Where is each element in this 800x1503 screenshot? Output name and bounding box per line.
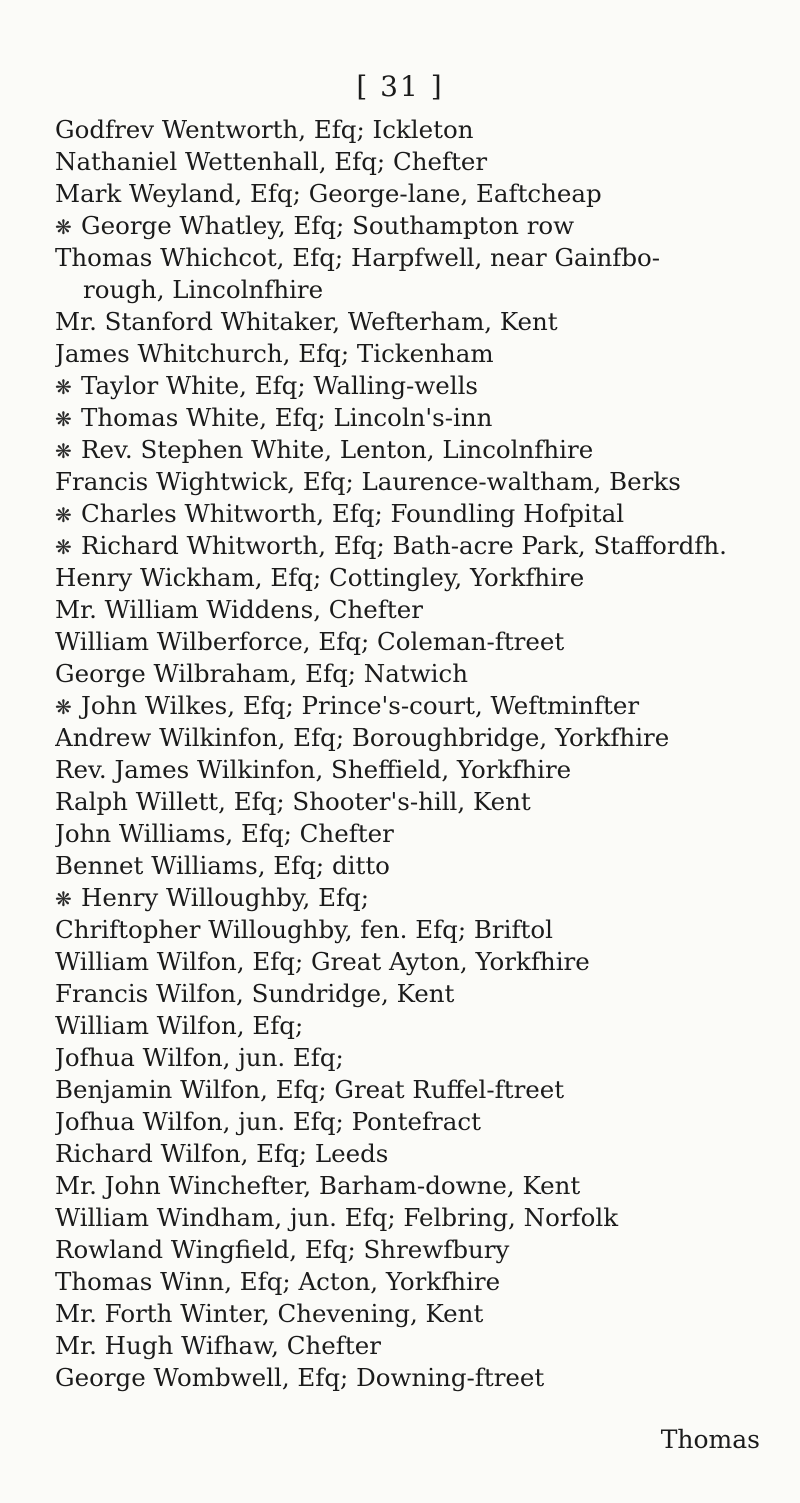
entry-text: Mark Weyland, Efq; George-lane, Eaftcheap [55, 179, 602, 208]
asterism-icon: ❋ [55, 407, 72, 431]
asterism-icon: ❋ [55, 215, 72, 239]
list-item [55, 658, 775, 690]
entry-text: Thomas Winn, Efq; Acton, Yorkfhire [55, 1267, 501, 1296]
entry-text: Thomas White, Efq; Lincoln's-inn [81, 403, 493, 432]
entry-text: George Wombwell, Efq; Downing-ftreet [55, 1363, 545, 1392]
list-item [55, 114, 775, 146]
entry-text: Mr. Hugh Wifhaw, Chefter [55, 1331, 381, 1360]
list-item [55, 498, 775, 530]
asterism-icon: ❋ [55, 887, 72, 911]
asterism-icon: ❋ [55, 375, 72, 399]
asterism-icon: ❋ [55, 695, 72, 719]
list-item [55, 1330, 775, 1362]
entry-text: Francis Wightwick, Efq; Laurence-waltham, Berks [55, 467, 681, 496]
list-item [55, 722, 775, 754]
list-item [55, 1266, 775, 1298]
entry-text: Mr. William Widdens, Chefter [55, 595, 423, 624]
entry-text: Chriftopher Willoughby, fen. Efq; Briftol [55, 915, 553, 944]
entry-text: Benjamin Wilfon, Efq; Great Ruffel-ftreet [55, 1075, 565, 1104]
list-item [55, 1170, 775, 1202]
list-item [55, 306, 775, 338]
subscriber-list [55, 114, 775, 1394]
list-item [55, 818, 775, 850]
list-item [55, 786, 775, 818]
list-item [55, 1138, 775, 1170]
entry-text: Bennet Williams, Efq; ditto [55, 851, 390, 880]
entry-text: Jofhua Wilfon, jun. Efq; [55, 1043, 344, 1072]
list-item [55, 1298, 775, 1330]
list-item [55, 1362, 775, 1394]
entry-text: George Wilbraham, Efq; Natwich [55, 659, 468, 688]
list-item [55, 146, 775, 178]
asterism-icon: ❋ [55, 535, 72, 559]
list-item [55, 594, 775, 626]
list-item [55, 946, 775, 978]
entry-text: Charles Whitworth, Efq; Foundling Hofpital [81, 499, 625, 528]
list-item [55, 690, 775, 722]
list-item [55, 530, 775, 562]
list-item [55, 466, 775, 498]
list-item [55, 850, 775, 882]
list-item [55, 978, 775, 1010]
entry-text: Andrew Wilkinfon, Efq; Boroughbridge, Yorkfhire [55, 723, 670, 752]
entry-text: William Windham, jun. Efq; Felbring, Norfolk [55, 1203, 619, 1232]
list-item [55, 1074, 775, 1106]
entry-text: Ralph Willett, Efq; Shooter's-hill, Kent [55, 787, 531, 816]
entry-text: Richard Whitworth, Efq; Bath-acre Park, Staffordfh. [81, 531, 727, 560]
entry-text: William Wilfon, Efq; Great Ayton, Yorkfhire [55, 947, 590, 976]
list-item [55, 1106, 775, 1138]
entry-text: Henry Willoughby, Efq; [81, 883, 369, 912]
list-item [55, 754, 775, 786]
entry-text: Jofhua Wilfon, jun. Efq; Pontefract [55, 1107, 481, 1136]
entry-text: rough, Lincolnfhire [83, 275, 324, 304]
entry-text: Thomas Whichcot, Efq; Harpfwell, near Gainfbo- [55, 243, 661, 272]
entry-text: Rev. Stephen White, Lenton, Lincolnfhire [81, 435, 594, 464]
list-item [55, 242, 775, 274]
page-number: [ 31 ] [356, 70, 444, 103]
entry-text: Taylor White, Efq; Walling-wells [81, 371, 478, 400]
asterism-icon: ❋ [55, 439, 72, 463]
entry-text: John Williams, Efq; Chefter [55, 819, 394, 848]
list-item [55, 210, 775, 242]
list-item [55, 1234, 775, 1266]
list-item [55, 402, 775, 434]
entry-text: James Whitchurch, Efq; Tickenham [55, 339, 494, 368]
list-item [55, 178, 775, 210]
entry-text: Godfrev Wentworth, Efq; Ickleton [55, 115, 474, 144]
asterism-icon: ❋ [55, 503, 72, 527]
list-item [55, 914, 775, 946]
list-item [55, 338, 775, 370]
list-item [55, 882, 775, 914]
entry-text: Rowland Wingfield, Efq; Shrewfbury [55, 1235, 510, 1264]
entry-text: Mr. John Winchefter, Barham-downe, Kent [55, 1171, 581, 1200]
entry-text: George Whatley, Efq; Southampton row [81, 211, 575, 240]
list-item [55, 434, 775, 466]
entry-text: John Wilkes, Efq; Prince's-court, Weftminfter [81, 691, 640, 720]
entry-text: Richard Wilfon, Efq; Leeds [55, 1139, 389, 1168]
list-item [55, 626, 775, 658]
list-item [55, 370, 775, 402]
list-item [55, 1202, 775, 1234]
list-item [55, 1010, 775, 1042]
entry-text: Francis Wilfon, Sundridge, Kent [55, 979, 455, 1008]
entry-text: Nathaniel Wettenhall, Efq; Chefter [55, 147, 488, 176]
list-item [55, 562, 775, 594]
entry-text: Henry Wickham, Efq; Cottingley, Yorkfhire [55, 563, 585, 592]
catchword: Thomas [660, 1425, 760, 1454]
list-item [55, 1042, 775, 1074]
entry-text: Mr. Stanford Whitaker, Wefterham, Kent [55, 307, 558, 336]
entry-text: William Wilberforce, Efq; Coleman-ftreet [55, 627, 565, 656]
entry-text: William Wilfon, Efq; [55, 1011, 304, 1040]
entry-text: Mr. Forth Winter, Chevening, Kent [55, 1299, 484, 1328]
list-item-continuation [55, 274, 775, 306]
entry-text: Rev. James Wilkinfon, Sheffield, Yorkfhire [55, 755, 572, 784]
